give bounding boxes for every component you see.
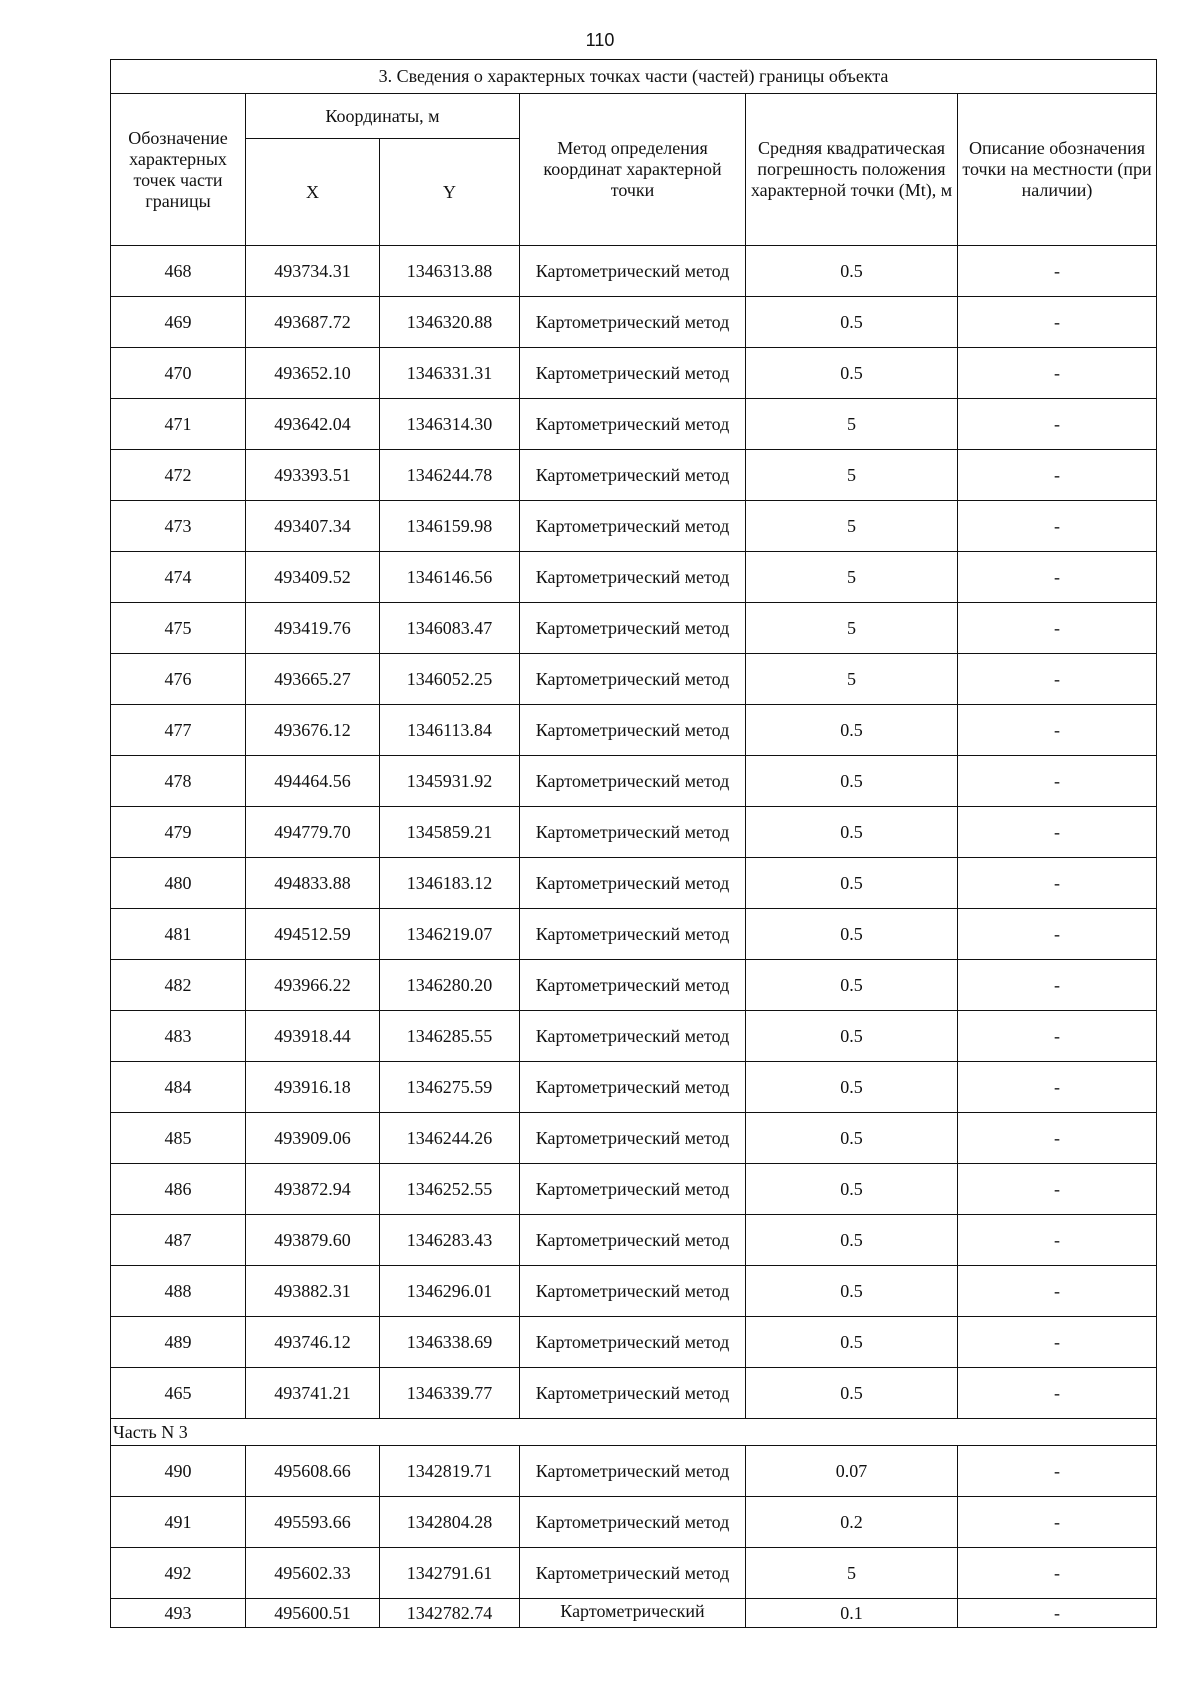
description-cell: -	[958, 1446, 1157, 1497]
accuracy-cell: 5	[746, 552, 958, 603]
page-number: 110	[585, 30, 615, 50]
y-cell: 1346083.47	[380, 603, 520, 654]
method-cell: Картометрический метод	[520, 756, 746, 807]
description-cell: -	[958, 1497, 1157, 1548]
accuracy-cell: 0.5	[746, 348, 958, 399]
description-cell: -	[958, 1317, 1157, 1368]
description-cell: -	[958, 297, 1157, 348]
accuracy-cell: 0.5	[746, 1062, 958, 1113]
table-body	[111, 246, 1157, 1628]
method-cell: Картометрический метод	[520, 297, 746, 348]
point-cell: 479	[111, 807, 246, 858]
point-cell: 491	[111, 1497, 246, 1548]
description-cell: -	[958, 1113, 1157, 1164]
point-cell: 485	[111, 1113, 246, 1164]
table-row	[111, 705, 1157, 756]
table-row	[111, 909, 1157, 960]
table-row	[111, 807, 1157, 858]
accuracy-cell: 0.5	[746, 909, 958, 960]
method-cell: Картометрический метод	[520, 909, 746, 960]
method-cell: Картометрический метод	[520, 1368, 746, 1419]
points-table	[110, 59, 1157, 1628]
x-cell: 493918.44	[246, 1011, 380, 1062]
y-cell: 1346296.01	[380, 1266, 520, 1317]
x-cell: 495600.51	[246, 1599, 380, 1628]
y-cell: 1345859.21	[380, 807, 520, 858]
description-cell: -	[958, 501, 1157, 552]
y-cell: 1342819.71	[380, 1446, 520, 1497]
point-cell: 477	[111, 705, 246, 756]
table-row	[111, 654, 1157, 705]
accuracy-cell: 0.5	[746, 1215, 958, 1266]
accuracy-cell: 0.07	[746, 1446, 958, 1497]
point-cell: 492	[111, 1548, 246, 1599]
method-cell: Картометрический метод	[520, 450, 746, 501]
description-cell: -	[958, 1062, 1157, 1113]
method-cell: Картометрический метод	[520, 246, 746, 297]
accuracy-cell: 0.5	[746, 1317, 958, 1368]
method-cell: Картометрический метод	[520, 807, 746, 858]
accuracy-cell: 0.2	[746, 1497, 958, 1548]
accuracy-cell: 0.5	[746, 960, 958, 1011]
y-cell: 1346219.07	[380, 909, 520, 960]
y-cell: 1346252.55	[380, 1164, 520, 1215]
description-cell: -	[958, 450, 1157, 501]
description-cell: -	[958, 399, 1157, 450]
x-cell: 493665.27	[246, 654, 380, 705]
y-cell: 1346283.43	[380, 1215, 520, 1266]
accuracy-cell: 0.5	[746, 246, 958, 297]
description-cell: -	[958, 1164, 1157, 1215]
point-cell: 493	[111, 1599, 246, 1628]
table-row	[111, 858, 1157, 909]
table-row	[111, 1317, 1157, 1368]
y-cell: 1346280.20	[380, 960, 520, 1011]
x-cell: 494464.56	[246, 756, 380, 807]
accuracy-cell: 0.5	[746, 705, 958, 756]
x-cell: 493393.51	[246, 450, 380, 501]
point-cell: 469	[111, 297, 246, 348]
x-cell: 493642.04	[246, 399, 380, 450]
accuracy-cell: 5	[746, 399, 958, 450]
header-accuracy: Средняя квадратическая погрешность положения характерной точки (Mt), м	[746, 94, 958, 246]
accuracy-cell: 0.5	[746, 858, 958, 909]
x-cell: 493879.60	[246, 1215, 380, 1266]
table-row	[111, 1368, 1157, 1419]
x-cell: 493676.12	[246, 705, 380, 756]
method-cell: Картометрический метод	[520, 705, 746, 756]
method-cell: Картометрический метод	[520, 1266, 746, 1317]
description-cell: -	[958, 654, 1157, 705]
header-coordinates: Координаты, м	[246, 94, 520, 139]
table-row	[111, 603, 1157, 654]
x-cell: 493734.31	[246, 246, 380, 297]
accuracy-cell: 0.5	[746, 297, 958, 348]
y-cell: 1346146.56	[380, 552, 520, 603]
accuracy-cell: 0.5	[746, 1113, 958, 1164]
header-method: Метод определения координат характерной точки	[520, 94, 746, 246]
x-cell: 495593.66	[246, 1497, 380, 1548]
x-cell: 493652.10	[246, 348, 380, 399]
point-cell: 474	[111, 552, 246, 603]
method-cell: Картометрический метод	[520, 501, 746, 552]
description-cell: -	[958, 1368, 1157, 1419]
header-x: X	[246, 139, 380, 246]
method-cell: Картометрический метод	[520, 1215, 746, 1266]
table-title: 3. Сведения о характерных точках части (частей) границы объекта	[111, 60, 1157, 94]
accuracy-cell: 0.5	[746, 1368, 958, 1419]
y-cell: 1346244.26	[380, 1113, 520, 1164]
header-y: Y	[380, 139, 520, 246]
x-cell: 493882.31	[246, 1266, 380, 1317]
point-cell: 487	[111, 1215, 246, 1266]
description-cell: -	[958, 348, 1157, 399]
point-cell: 465	[111, 1368, 246, 1419]
x-cell: 493741.21	[246, 1368, 380, 1419]
x-cell: 493687.72	[246, 297, 380, 348]
table-row	[111, 246, 1157, 297]
y-cell: 1346244.78	[380, 450, 520, 501]
table-row	[111, 1164, 1157, 1215]
table-row	[111, 1215, 1157, 1266]
x-cell: 494512.59	[246, 909, 380, 960]
table-row	[111, 1497, 1157, 1548]
description-cell: -	[958, 1599, 1157, 1628]
y-cell: 1345931.92	[380, 756, 520, 807]
method-cell: Картометрический метод	[520, 1113, 746, 1164]
description-cell: -	[958, 909, 1157, 960]
table-row	[111, 399, 1157, 450]
description-cell: -	[958, 756, 1157, 807]
accuracy-cell: 0.1	[746, 1599, 958, 1628]
method-cell: Картометрический метод	[520, 960, 746, 1011]
description-cell: -	[958, 858, 1157, 909]
point-cell: 471	[111, 399, 246, 450]
x-cell: 493419.76	[246, 603, 380, 654]
method-cell: Картометрический метод	[520, 1011, 746, 1062]
x-cell: 493909.06	[246, 1113, 380, 1164]
accuracy-cell: 0.5	[746, 1266, 958, 1317]
description-cell: -	[958, 1215, 1157, 1266]
x-cell: 494779.70	[246, 807, 380, 858]
table-row	[111, 552, 1157, 603]
description-cell: -	[958, 603, 1157, 654]
x-cell: 494833.88	[246, 858, 380, 909]
accuracy-cell: 5	[746, 654, 958, 705]
point-cell: 472	[111, 450, 246, 501]
y-cell: 1346314.30	[380, 399, 520, 450]
table-row	[111, 1446, 1157, 1497]
y-cell: 1346320.88	[380, 297, 520, 348]
header-description: Описание обозначения точки на местности (при наличии)	[958, 94, 1157, 246]
y-cell: 1346338.69	[380, 1317, 520, 1368]
method-cell: Картометрический	[520, 1599, 746, 1628]
description-cell: -	[958, 552, 1157, 603]
method-cell: Картометрический метод	[520, 603, 746, 654]
method-cell: Картометрический метод	[520, 552, 746, 603]
y-cell: 1342782.74	[380, 1599, 520, 1628]
part-label: Часть N 3	[111, 1419, 1157, 1446]
x-cell: 493872.94	[246, 1164, 380, 1215]
point-cell: 481	[111, 909, 246, 960]
x-cell: 495608.66	[246, 1446, 380, 1497]
x-cell: 493407.34	[246, 501, 380, 552]
x-cell: 493966.22	[246, 960, 380, 1011]
accuracy-cell: 0.5	[746, 1164, 958, 1215]
method-cell: Картометрический метод	[520, 1062, 746, 1113]
x-cell: 493409.52	[246, 552, 380, 603]
description-cell: -	[958, 1011, 1157, 1062]
point-cell: 470	[111, 348, 246, 399]
y-cell: 1346339.77	[380, 1368, 520, 1419]
point-cell: 483	[111, 1011, 246, 1062]
method-cell: Картометрический метод	[520, 1548, 746, 1599]
table-row	[111, 297, 1157, 348]
method-cell: Картометрический метод	[520, 1446, 746, 1497]
y-cell: 1346113.84	[380, 705, 520, 756]
y-cell: 1346313.88	[380, 246, 520, 297]
point-cell: 488	[111, 1266, 246, 1317]
x-cell: 495602.33	[246, 1548, 380, 1599]
x-cell: 493746.12	[246, 1317, 380, 1368]
table-row	[111, 756, 1157, 807]
point-cell: 490	[111, 1446, 246, 1497]
header-point-designation: Обозначение характерных точек части границы	[111, 94, 246, 246]
method-cell: Картометрический метод	[520, 348, 746, 399]
accuracy-cell: 0.5	[746, 1011, 958, 1062]
method-cell: Картометрический метод	[520, 1317, 746, 1368]
part-row	[111, 1419, 1157, 1446]
point-cell: 475	[111, 603, 246, 654]
point-cell: 489	[111, 1317, 246, 1368]
description-cell: -	[958, 1266, 1157, 1317]
y-cell: 1346183.12	[380, 858, 520, 909]
y-cell: 1342804.28	[380, 1497, 520, 1548]
table-row	[111, 1011, 1157, 1062]
table-row	[111, 1599, 1157, 1628]
point-cell: 468	[111, 246, 246, 297]
point-cell: 484	[111, 1062, 246, 1113]
point-cell: 482	[111, 960, 246, 1011]
y-cell: 1342791.61	[380, 1548, 520, 1599]
table-row	[111, 1266, 1157, 1317]
table-row	[111, 1548, 1157, 1599]
accuracy-cell: 5	[746, 603, 958, 654]
point-cell: 478	[111, 756, 246, 807]
y-cell: 1346285.55	[380, 1011, 520, 1062]
description-cell: -	[958, 960, 1157, 1011]
table-row	[111, 960, 1157, 1011]
method-cell: Картометрический метод	[520, 654, 746, 705]
x-cell: 493916.18	[246, 1062, 380, 1113]
y-cell: 1346159.98	[380, 501, 520, 552]
accuracy-cell: 5	[746, 501, 958, 552]
table-row	[111, 450, 1157, 501]
point-cell: 476	[111, 654, 246, 705]
point-cell: 486	[111, 1164, 246, 1215]
method-cell: Картометрический метод	[520, 858, 746, 909]
description-cell: -	[958, 246, 1157, 297]
method-cell: Картометрический метод	[520, 399, 746, 450]
method-cell: Картометрический метод	[520, 1164, 746, 1215]
accuracy-cell: 0.5	[746, 807, 958, 858]
accuracy-cell: 0.5	[746, 756, 958, 807]
description-cell: -	[958, 1548, 1157, 1599]
table-row	[111, 1113, 1157, 1164]
y-cell: 1346052.25	[380, 654, 520, 705]
accuracy-cell: 5	[746, 450, 958, 501]
description-cell: -	[958, 705, 1157, 756]
method-cell: Картометрический метод	[520, 1497, 746, 1548]
accuracy-cell: 5	[746, 1548, 958, 1599]
y-cell: 1346331.31	[380, 348, 520, 399]
table-row	[111, 348, 1157, 399]
point-cell: 480	[111, 858, 246, 909]
description-cell: -	[958, 807, 1157, 858]
point-cell: 473	[111, 501, 246, 552]
y-cell: 1346275.59	[380, 1062, 520, 1113]
table-row	[111, 501, 1157, 552]
table-row	[111, 1062, 1157, 1113]
